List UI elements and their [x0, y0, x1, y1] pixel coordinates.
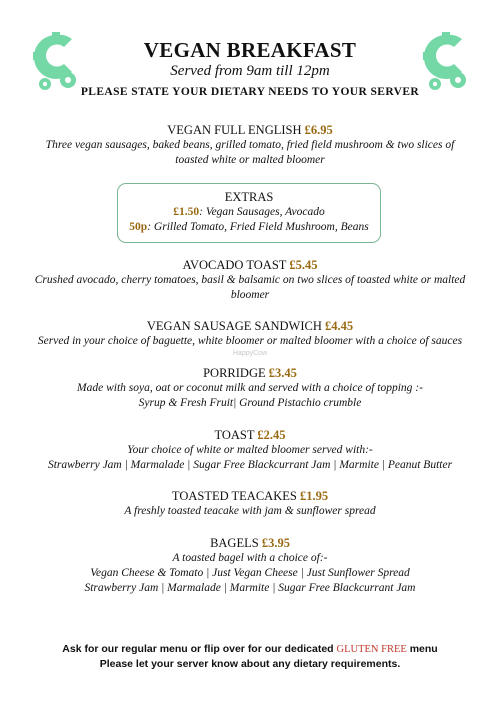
item-description: Crushed avocado, cherry tomatoes, basil & balsamic on two slices of toasted white or malted: [34, 274, 466, 286]
page-title: VEGAN BREAKFAST: [143, 38, 357, 62]
menu-item-avocado-toast: [20, 257, 480, 303]
item-description: Your choice of white or malted bloomer served with:-: [127, 444, 373, 456]
item-price: £3.95: [261, 536, 290, 550]
item-description: Vegan Cheese & Tomato | Just Vegan Cheese | Just Sunflower Spread: [90, 567, 410, 579]
item-name: VEGAN SAUSAGE SANDWICH: [146, 319, 322, 333]
extras-heading: EXTRAS: [224, 190, 274, 204]
item-description: toasted white or malted bloomer: [175, 154, 325, 166]
item-description: Strawberry Jam | Marmalade | Sugar Free Blackcurrant Jam | Marmite | Peanut Butter: [47, 459, 453, 471]
item-description: Served in your choice of baguette, white bloomer or malted bloomer with a choice of sauces: [37, 335, 463, 347]
extras-price: 50p: [129, 221, 148, 233]
footer-gluten-free-note: Ask for our regular menu or flip over for our dedicated GLUTEN FREE menu: [62, 643, 438, 655]
item-name: AVOCADO TOAST: [182, 258, 287, 272]
menu-item-sausage-sandwich: [20, 318, 480, 349]
item-price: £4.45: [325, 319, 354, 333]
footer-dietary-note: Please let your server know about any dietary requirements.: [99, 658, 401, 670]
item-description: A freshly toasted teacake with jam & sunflower spread: [124, 505, 376, 517]
item-name: TOAST: [214, 428, 255, 442]
dietary-notice: PLEASE STATE YOUR DIETARY NEEDS TO YOUR SERVER: [80, 86, 420, 98]
item-name: VEGAN FULL ENGLISH: [167, 123, 302, 137]
extras-box: [117, 183, 381, 243]
extras-items: : Grilled Tomato, Fried Field Mushroom, Beans: [147, 221, 369, 233]
gluten-free-highlight: GLUTEN FREE: [336, 644, 407, 655]
menu-item-toast: [20, 427, 480, 473]
happycow-watermark: HappyCow: [232, 350, 268, 357]
item-description: Strawberry Jam | Marmalade | Marmite | Sugar Free Blackcurrant Jam: [84, 582, 416, 594]
item-price: £5.45: [289, 258, 318, 272]
item-description: Made with soya, oat or coconut milk and served with a choice of topping :-: [77, 382, 423, 394]
menu-item-full-english: [20, 122, 480, 168]
item-price: £1.95: [299, 489, 329, 503]
item-name: TOASTED TEACAKES: [171, 489, 297, 503]
menu-item-teacakes: [20, 488, 480, 519]
extras-items: : Vegan Sausages, Avocado: [199, 206, 325, 218]
serving-hours: Served from 9am till 12pm: [170, 63, 330, 79]
item-description: A toasted bagel with a choice of:-: [172, 552, 328, 564]
item-price: £6.95: [304, 123, 333, 137]
extras-price: £1.50: [173, 206, 200, 218]
item-price: £3.45: [268, 366, 297, 380]
item-price: £2.45: [257, 428, 286, 442]
extras-line: [118, 220, 380, 235]
item-name: PORRIDGE: [203, 366, 266, 380]
item-description: bloomer: [230, 289, 270, 301]
item-name: BAGELS: [210, 536, 259, 550]
item-description: Three vegan sausages, baked beans, grilled tomato, fried field mushroom & two slices of: [45, 139, 455, 151]
menu-item-porridge: [20, 365, 480, 411]
item-description: Syrup & Fresh Fruit| Ground Pistachio crumble: [138, 397, 362, 409]
extras-line: [118, 205, 380, 220]
menu-item-bagels: [20, 535, 480, 596]
